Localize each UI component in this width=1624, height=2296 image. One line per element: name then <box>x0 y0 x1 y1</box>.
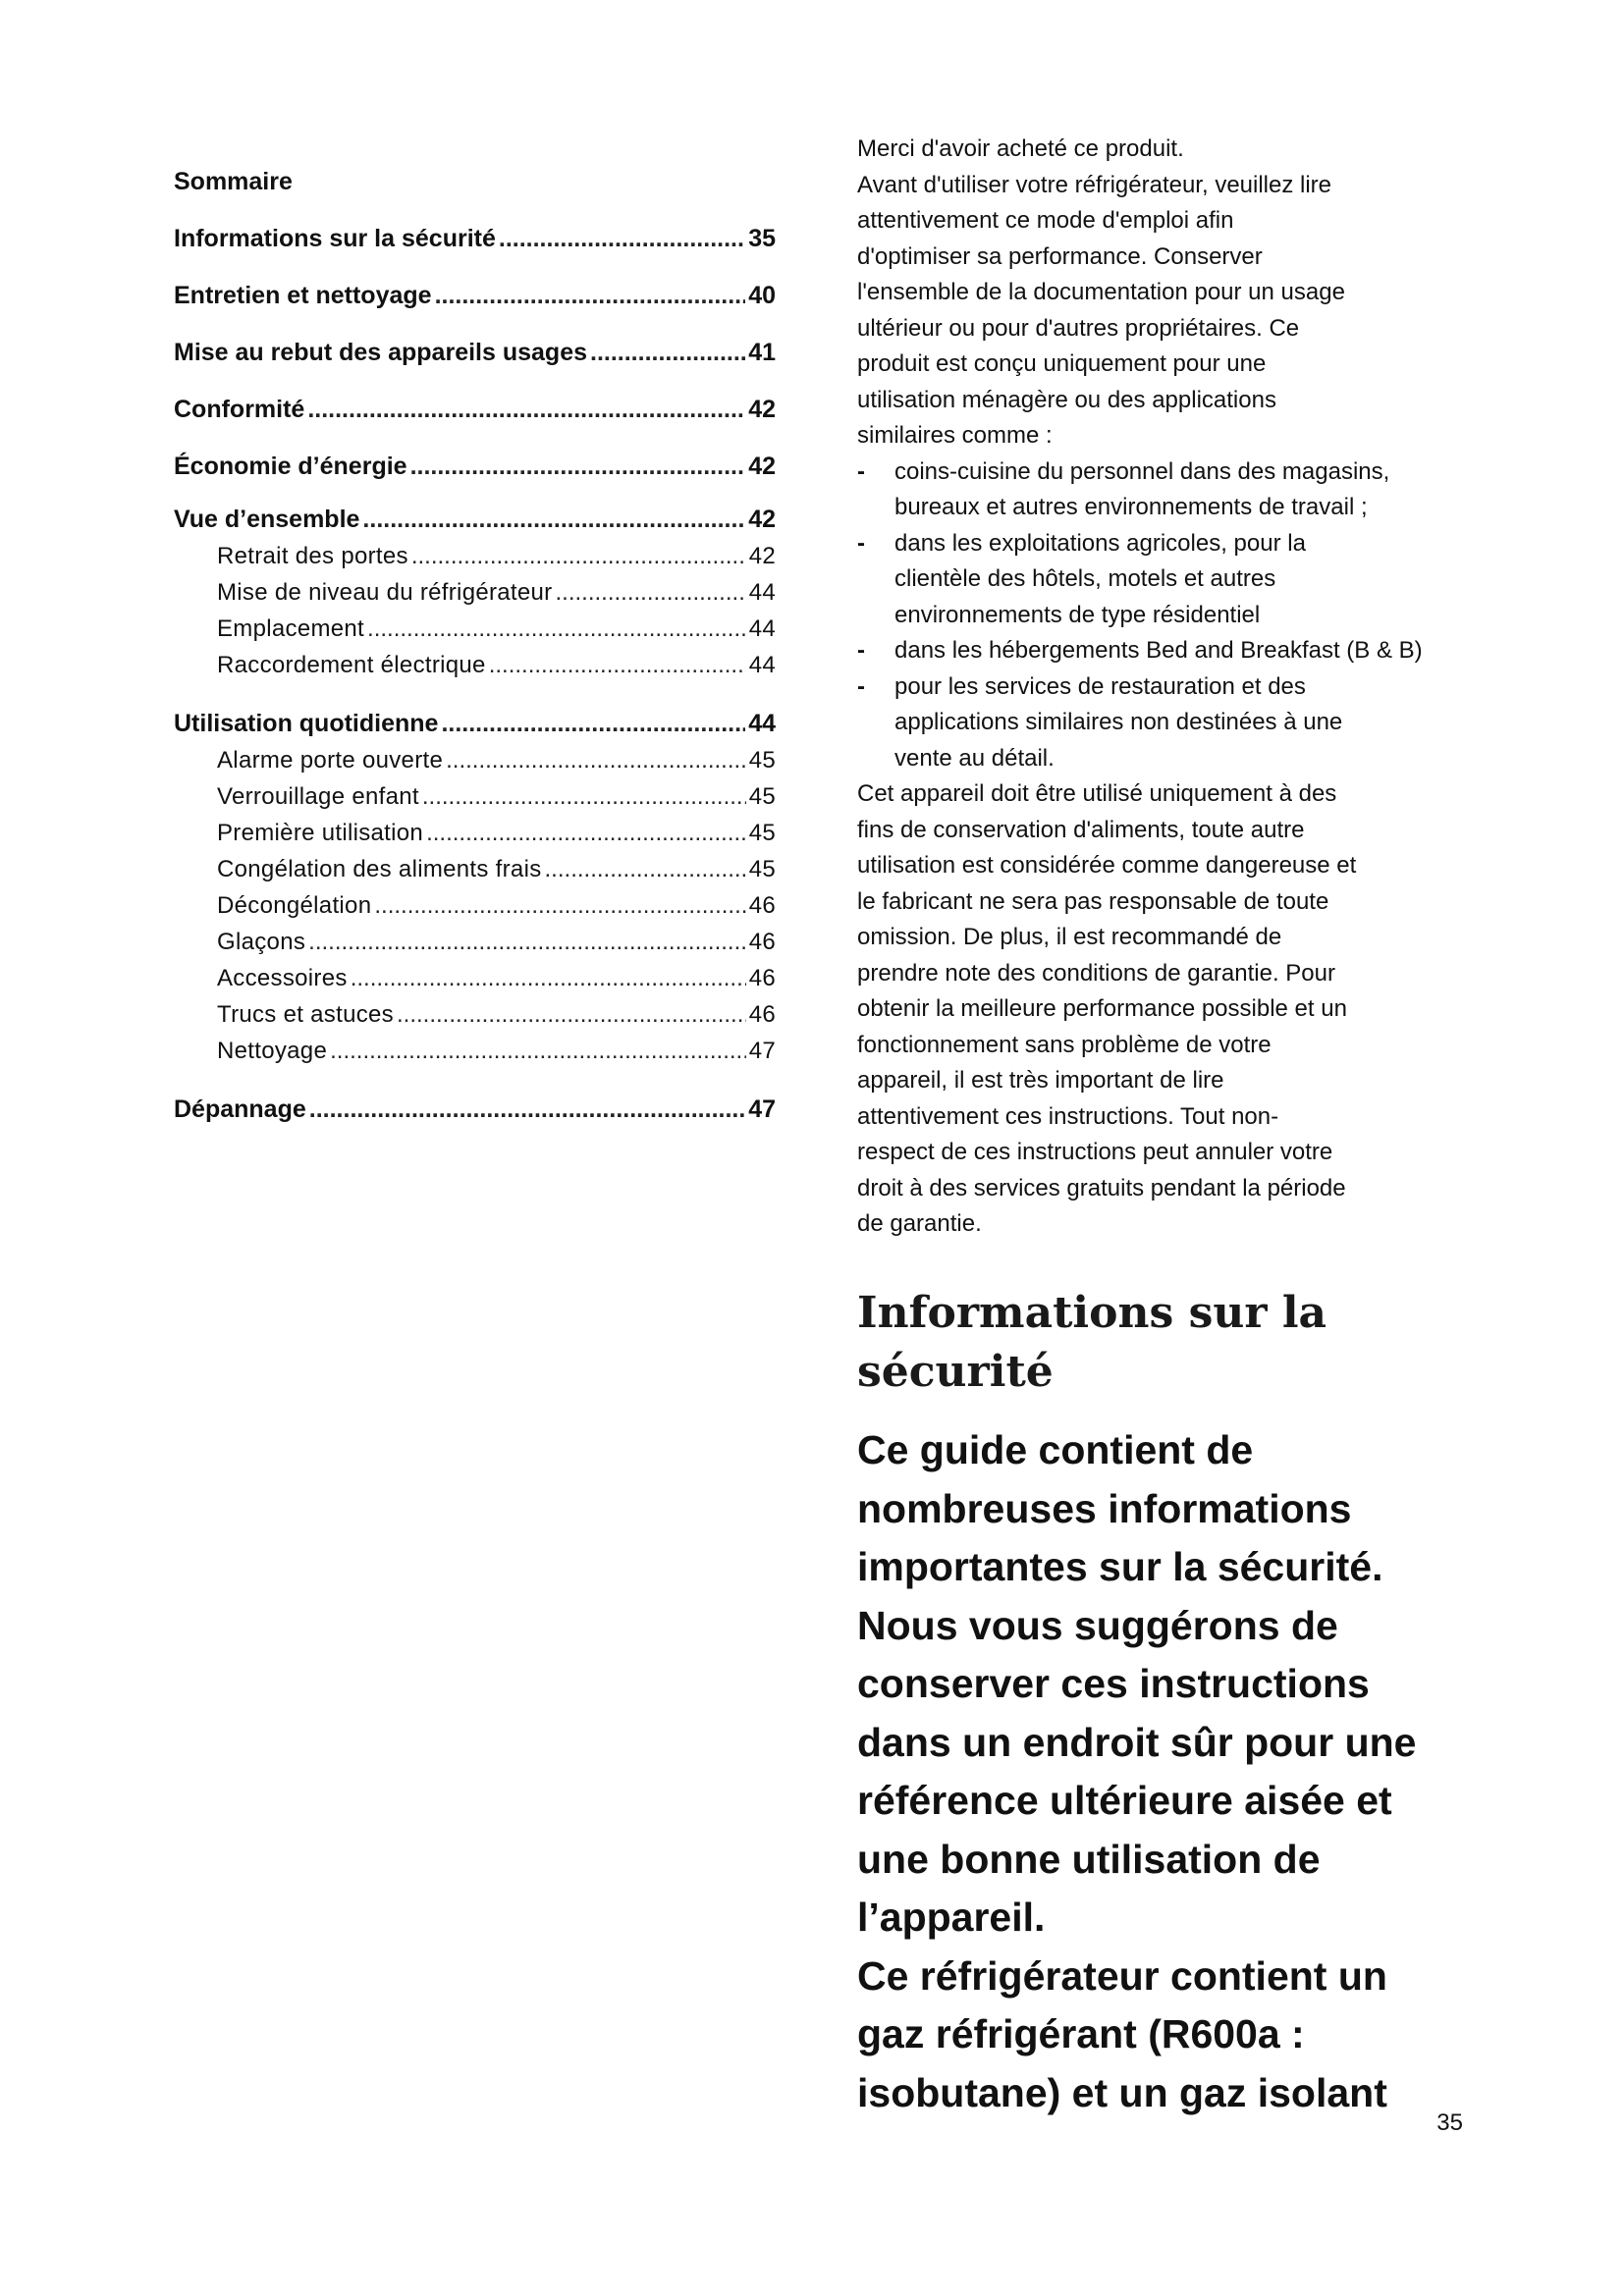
toc-entry[interactable] <box>174 448 776 501</box>
toc-subentry-label: Alarme porte ouverte <box>217 747 444 774</box>
toc-subentry-label: Glaçons <box>217 929 306 955</box>
list-bullet: - <box>857 457 865 485</box>
toc-entry-page: 47 <box>748 1095 776 1123</box>
toc-leader-dots <box>426 815 746 851</box>
toc-entry[interactable] <box>174 501 776 538</box>
toc-leader-dots <box>410 448 746 485</box>
toc-subentry[interactable] <box>174 742 776 778</box>
toc-subentry[interactable] <box>174 815 776 851</box>
toc-subentry[interactable] <box>174 647 776 705</box>
toc-title: Sommaire <box>174 168 293 195</box>
list-item-text: dans les exploitations agricoles, pour la clientèle des hôtels, motels et autres environnements de type résidentiel <box>894 529 1306 628</box>
list-bullet: - <box>857 529 865 557</box>
toc-leader-dots <box>362 501 745 538</box>
toc-subentry[interactable] <box>174 960 776 996</box>
list-item <box>857 526 1486 634</box>
safety-notice <box>857 1421 1505 2122</box>
toc-subentry-label: Trucs et astuces <box>217 1001 394 1028</box>
toc-entry-page: 42 <box>748 453 776 480</box>
toc-subentry-label: Nettoyage <box>217 1038 328 1064</box>
toc-subentry[interactable] <box>174 778 776 815</box>
toc-leader-dots <box>309 1091 745 1128</box>
toc-subentry-page: 44 <box>748 579 776 606</box>
toc-entry-label: Informations sur la sécurité <box>174 225 496 252</box>
toc-leader-dots <box>499 220 745 257</box>
toc-leader-dots <box>422 778 746 815</box>
toc-subentry-page: 46 <box>748 892 776 919</box>
toc-subentry-label: Première utilisation <box>217 820 424 846</box>
toc-entry[interactable] <box>174 277 776 334</box>
toc-subentry-page: 45 <box>748 783 776 810</box>
toc-subentry-page: 44 <box>748 652 776 678</box>
toc-leader-dots <box>590 334 745 371</box>
toc-entry[interactable] <box>174 220 776 277</box>
toc-subentry[interactable] <box>174 924 776 960</box>
toc-leader-dots <box>435 277 746 314</box>
toc-entry-page: 40 <box>748 282 776 309</box>
toc-subentry-label: Accessoires <box>217 965 348 991</box>
toc-subentry[interactable] <box>174 574 776 611</box>
list-item-text: dans les hébergements Bed and Breakfast (B & B) <box>894 637 1423 664</box>
toc-entry[interactable] <box>174 334 776 391</box>
toc-leader-dots <box>397 996 746 1033</box>
toc-subentry[interactable] <box>174 996 776 1033</box>
toc-subentry-label: Mise de niveau du réfrigérateur <box>217 579 553 606</box>
intro-lead-paragraph: Merci d'avoir acheté ce produit. Avant d'utiliser votre réfrigérateur, veuillez lire attentivement ce mode d'emploi afin d'optimiser sa performance. Conserver l'ensemble de la documentation pour un usage ultérieur ou pour d'autres propriétaires. Ce produit est conçu uniquement pour une utilisation ménagère ou des applications similaires comme : <box>857 135 1345 449</box>
intended-uses-list <box>857 454 1486 777</box>
toc-subentry-page: 45 <box>748 856 776 882</box>
toc-entry[interactable] <box>174 391 776 448</box>
toc-entry-page: 35 <box>748 225 776 252</box>
list-bullet: - <box>857 672 865 700</box>
toc-leader-dots <box>374 887 745 924</box>
list-item <box>857 633 1486 669</box>
section-heading: Informations sur la sécurité <box>857 1288 1327 1397</box>
toc-leader-dots <box>307 391 745 428</box>
toc-leader-dots <box>446 742 746 778</box>
toc-leader-dots <box>545 851 746 887</box>
toc-entry-page: 42 <box>748 506 776 533</box>
toc-subentry-label: Décongélation <box>217 892 372 919</box>
toc-subentry[interactable] <box>174 611 776 647</box>
toc-subentry-label: Emplacement <box>217 615 365 642</box>
toc-entry-label: Mise au rebut des appareils usages <box>174 339 587 366</box>
list-item-text: pour les services de restauration et des applications similaires non destinées à une vente au détail. <box>894 672 1343 772</box>
toc-leader-dots <box>489 647 746 683</box>
intro-section <box>857 132 1486 1243</box>
toc-leader-dots <box>330 1033 746 1069</box>
toc-entry-page: 41 <box>748 339 776 366</box>
toc-leader-dots <box>411 538 746 574</box>
toc-subentry-label: Congélation des aliments frais <box>217 856 542 882</box>
page-number: 35 <box>1436 2109 1463 2136</box>
toc-leader-dots <box>367 611 746 647</box>
toc-entry-label: Vue d’ensemble <box>174 506 360 533</box>
toc-subentry-page: 46 <box>748 929 776 955</box>
list-bullet: - <box>857 637 865 664</box>
toc-subentry-label: Retrait des portes <box>217 543 408 569</box>
toc-entry[interactable] <box>174 705 776 742</box>
toc-entry-page: 42 <box>748 396 776 423</box>
toc-entry-label: Dépannage <box>174 1095 306 1123</box>
toc-subentry-page: 47 <box>748 1038 776 1064</box>
toc-entry-label: Utilisation quotidienne <box>174 710 439 737</box>
list-item <box>857 669 1486 777</box>
toc-leader-dots <box>308 924 746 960</box>
toc-entry-label: Conformité <box>174 396 305 423</box>
safety-notice-paragraph: Ce guide contient de nombreuses informations importantes sur la sécurité. Nous vous suggérons de conserver ces instructions dans un endroit sûr pour une référence ultérieure aisée et une bonne utilisation de l’appareil. <box>857 1427 1417 1940</box>
toc-subentry-page: 46 <box>748 1001 776 1028</box>
toc-subentry-page: 45 <box>748 747 776 774</box>
toc-subentry-page: 46 <box>748 965 776 991</box>
intro-closing-paragraph: Cet appareil doit être utilisé uniquement à des fins de conservation d'aliments, toute autre utilisation est considérée comme dangereuse et le fabricant ne sera pas responsable de toute omission. De plus, il est recommandé de prendre note des conditions de garantie. Pour obtenir la meilleure performance possible et un fonctionnement sans problème de votre appareil, il est très important de lire attentivement ces instructions. Tout non- respect de ces instructions peut annuler votre droit à des services gratuits pendant la période de garantie. <box>857 780 1357 1237</box>
toc-subentry-label: Verrouillage enfant <box>217 783 419 810</box>
table-of-contents <box>174 163 776 1148</box>
toc-entry-label: Économie d’énergie <box>174 453 407 480</box>
toc-leader-dots <box>441 705 745 742</box>
toc-entry[interactable] <box>174 1091 776 1148</box>
list-item-text: coins-cuisine du personnel dans des magasins, bureaux et autres environnements de travail ; <box>894 457 1390 520</box>
toc-subentry-label: Raccordement électrique <box>217 652 486 678</box>
list-item <box>857 454 1486 526</box>
toc-subentry[interactable] <box>174 887 776 924</box>
toc-subentry-page: 44 <box>748 615 776 642</box>
toc-entry-page: 44 <box>748 710 776 737</box>
toc-subentry-page: 42 <box>748 543 776 569</box>
toc-leader-dots <box>555 574 745 611</box>
toc-subentry-page: 45 <box>748 820 776 846</box>
toc-leader-dots <box>351 960 746 996</box>
toc-subentry[interactable] <box>174 538 776 574</box>
toc-subentry[interactable] <box>174 1033 776 1091</box>
toc-entry-label: Entretien et nettoyage <box>174 282 432 309</box>
toc-subentry[interactable] <box>174 851 776 887</box>
safety-notice-paragraph: Ce réfrigérateur contient un gaz réfrigérant (R600a : isobutane) et un gaz isolant <box>857 1952 1387 2115</box>
